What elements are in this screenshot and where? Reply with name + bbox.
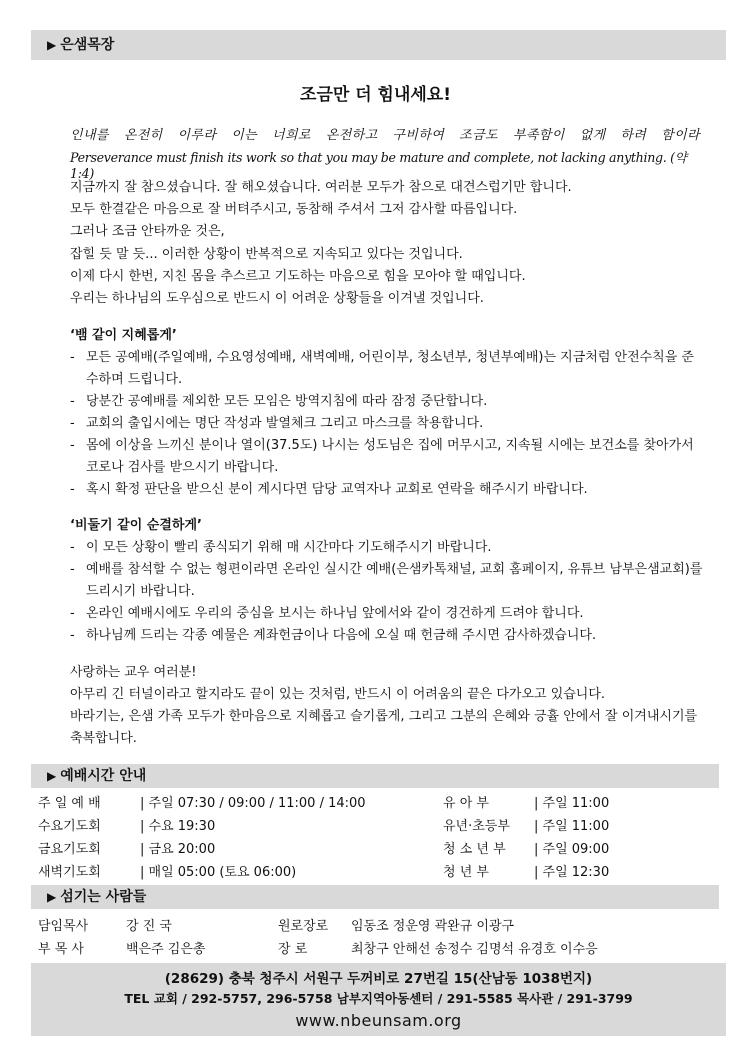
staff-row (38, 915, 698, 938)
section-heading: ‘뱀 같이 지혜롭게’ (70, 328, 177, 343)
service-time: | 수요 19:30 (140, 819, 216, 834)
service-time: | 매일 05:00 (토요 06:00) (140, 865, 297, 880)
staff-role: 부 목 사 (38, 942, 84, 957)
triangle-right-icon: ▶ (47, 38, 57, 52)
list-item: - 몸에 이상을 느끼신 분이나 열이(37.5도) 나시는 성도님은 집에 머무시고, 지속될 시에는 보건소를 찾아가서 코로나 검사를 받으시기 바랍니다. (66, 435, 706, 479)
intro-line: 그러나 조금 안타까운 것은, (70, 224, 225, 240)
guideline-section-purity (66, 515, 706, 647)
intro-line: 지금까지 잘 참으셨습니다. 잘 해오셨습니다. 여러분 모두가 참으로 대견스럽기만 합니다. (70, 180, 572, 195)
worship-header-bar (31, 764, 719, 788)
church-address: (28629) 충북 청주시 서원구 두꺼비로 27번길 15(산남동 1038번지) (164, 971, 593, 987)
intro-line: 모두 한결같은 마음으로 잘 버텨주시고, 동참해 주셔서 그저 감사할 따름입니다. (70, 202, 518, 218)
guideline-list (66, 347, 706, 501)
staff-heading: 섬기는 사람들 (60, 889, 147, 905)
service-time: | 주일 12:30 (534, 865, 610, 880)
closing-line: 아무리 긴 터널이라고 할지라도 끝이 있는 것처럼, 반드시 이 어려움의 끝은 다가오고 있습니다. (70, 687, 606, 702)
closing-line: 바라기는, 은샘 가족 모두가 한마음으로 지혜롭고 슬기롭게, 그리고 그분의 은혜와 긍휼 안에서 잘 이겨내시기를 축복합니다. (70, 709, 698, 746)
list-item: - 당분간 공예배를 제외한 모든 모임은 방역지침에 따라 잠정 중단합니다. (66, 391, 706, 413)
service-name: 금요기도회 (38, 842, 101, 857)
service-time: | 주일 11:00 (534, 796, 610, 811)
verse-english: Perseverance must finish its work so that you may be mature and complete, not lacking anything. (약1:4) (70, 150, 687, 181)
staff-role: 장 로 (278, 942, 308, 957)
list-item: - 하나님께 드리는 각종 예물은 계좌헌금이나 다음에 오실 때 헌금해 주시면 감사하겠습니다. (66, 625, 706, 647)
service-time: | 주일 09:00 (534, 842, 610, 857)
triangle-right-icon: ▶ (47, 890, 57, 904)
staff-names: 임동조 정운영 곽완규 이광구 (351, 919, 515, 934)
verse-korean: 인내를 온전히 이루라 이는 너희로 온전하고 구비하여 조금도 부족함이 없게 하려 함이라 (70, 128, 700, 143)
section-header-bar (31, 30, 726, 60)
service-time: | 주일 07:30 / 09:00 / 11:00 / 14:00 (140, 796, 366, 811)
staff-role: 담임목사 (38, 919, 89, 934)
list-item: - 이 모든 상황이 빨리 종식되기 위해 매 시간마다 기도해주시기 바랍니다. (66, 537, 706, 559)
phone-numbers: TEL 교회 / 292-5757, 296-5758 남부지역아동센터 / 291-5585 목사관 / 291-3799 (124, 991, 633, 1006)
page-title: 조금만 더 힘내세요! (300, 85, 451, 105)
list-item: - 교회의 출입시에는 명단 작성과 발열체크 그리고 마스크를 착용합니다. (66, 413, 706, 435)
website-link[interactable]: www.nbeunsam.org (295, 1011, 462, 1030)
intro-line: 잡힐 듯 말 듯... 이러한 상황이 반복적으로 지속되고 있다는 것입니다. (70, 246, 463, 262)
staff-header-bar (31, 885, 719, 909)
service-name: 수요기도회 (38, 819, 101, 834)
service-name: 주 일 예 배 (38, 796, 101, 811)
staff-names: 최창구 안해선 송정수 김명석 유경호 이수응 (351, 942, 598, 957)
worship-heading: 예배시간 안내 (60, 768, 147, 784)
service-name: 청 소 년 부 (443, 842, 506, 857)
closing-line: 사랑하는 교우 여러분! (70, 665, 197, 680)
service-time: | 금요 20:00 (140, 842, 216, 857)
intro-paragraph (70, 177, 710, 310)
intro-line: 우리는 하나님의 도우심으로 반드시 이 어려운 상황들을 이겨낼 것입니다. (70, 291, 484, 307)
staff-names: 백은주 김은총 (126, 942, 206, 957)
contact-footer (31, 963, 726, 1036)
list-item: - 모든 공예배(주일예배, 수요영성예배, 새벽예배, 어린이부, 청소년부, 청년부예배)는 지금처럼 안전수칙을 준수하며 드립니다. (66, 347, 706, 391)
service-time: | 주일 11:00 (534, 819, 610, 834)
staff-row (38, 938, 698, 961)
section-heading: ‘비둘기 같이 순결하게’ (70, 518, 202, 533)
section-title: 은샘목장 (60, 37, 115, 53)
list-item: - 예배를 참석할 수 없는 형편이라면 온라인 실시간 예배(은샘카톡채널, 교회 홈페이지, 유튜브 남부은샘교회)를 드리시기 바랍니다. (66, 559, 706, 603)
schedule-row (38, 838, 698, 861)
guideline-list (66, 537, 706, 647)
closing-paragraph (70, 662, 710, 750)
triangle-right-icon: ▶ (47, 769, 57, 783)
service-name: 유 아 부 (443, 796, 489, 811)
list-item: - 온라인 예배시에도 우리의 중심을 보시는 하나님 앞에서와 같이 경건하게 드려야 합니다. (66, 603, 706, 625)
intro-line: 이제 다시 한번, 지친 몸을 추스르고 기도하는 마음으로 힘을 모아야 할 때입니다. (70, 268, 526, 284)
staff-role: 원로장로 (278, 919, 329, 934)
schedule-row (38, 861, 698, 884)
staff-names: 강 진 국 (126, 919, 172, 934)
staff-list (38, 915, 698, 961)
service-name: 유년·초등부 (443, 819, 510, 834)
guideline-section-wisdom (66, 325, 706, 501)
schedule-row (38, 792, 698, 815)
schedule-row (38, 815, 698, 838)
service-name: 청 년 부 (443, 865, 489, 880)
service-name: 새벽기도회 (38, 865, 101, 880)
worship-schedule (38, 792, 698, 884)
list-item: - 혹시 확정 판단을 받으신 분이 계시다면 담당 교역자나 교회로 연락을 해주시기 바랍니다. (66, 479, 706, 501)
